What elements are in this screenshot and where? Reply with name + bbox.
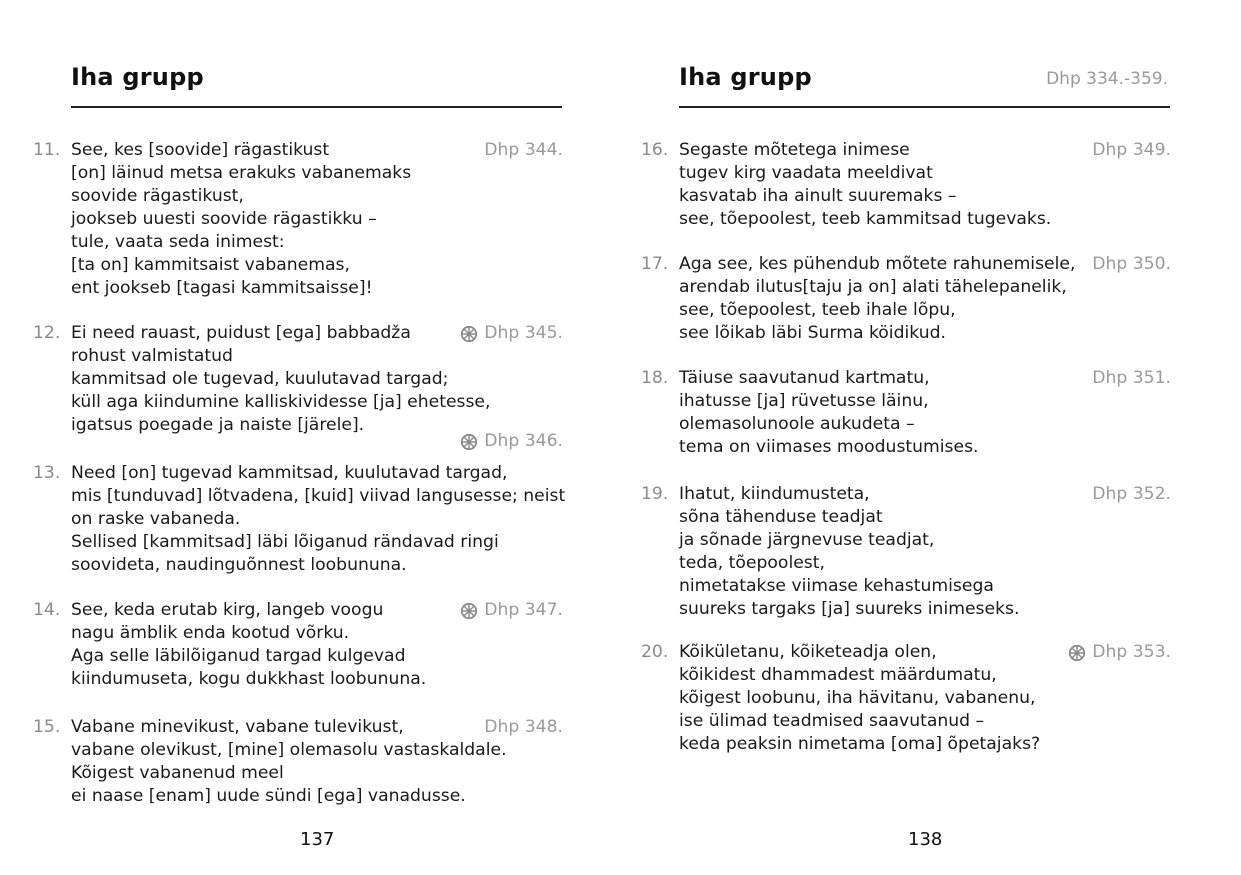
dharma-wheel-icon: [460, 433, 478, 451]
dharma-wheel-icon: [460, 602, 478, 620]
verse-number: 16.: [641, 140, 669, 160]
verse-lines: [71, 139, 563, 300]
verse-line: see, tõepoolest, teeb kammitsad tugevaks.: [679, 209, 1052, 229]
verse-15: [33, 716, 563, 808]
verse-line: nimetatakse viimase kehastumisega: [679, 576, 994, 596]
verse-line: sõna tähenduse teadjat: [679, 507, 883, 527]
page-number: 137: [300, 829, 335, 850]
verse-line: kiindumuseta, kogu dukkhast loobununa.: [71, 669, 427, 689]
verse-line: kammitsad ole tugevad, kuulutavad targad;: [71, 369, 449, 389]
verse-line: arendab ilutus[taju ja on] alati tähelepanelik,: [679, 277, 1067, 297]
verse-line: Ihatut, kiindumusteta,: [679, 484, 870, 504]
verse-line: Aga selle läbilõiganud targad kulgevad: [71, 646, 406, 666]
verse-line: Segaste mõtetega inimese: [679, 140, 910, 160]
verse-line: Kõikületanu, kõiketeadja olen,: [679, 642, 937, 662]
verse-reference: Dhp 351.: [1092, 368, 1171, 388]
verse-line: [ta on] kammitsaist vabanemas,: [71, 255, 350, 275]
verse-reference: Dhp 350.: [1092, 254, 1171, 274]
verse-line: küll aga kiindumine kalliskividesse [ja] ehetesse,: [71, 392, 491, 412]
verse-line: ise ülimad teadmised saavutanud –: [679, 711, 985, 731]
verse-line: nagu ämblik enda kootud võrku.: [71, 623, 350, 643]
verse-line: see lõikab läbi Surma köidikud.: [679, 323, 946, 343]
verse-19: [641, 483, 1171, 621]
verse-number: 12.: [33, 323, 61, 343]
verse-line: Vabane minevikust, vabane tulevikust,: [71, 717, 404, 737]
verse-line: rohust valmistatud: [71, 346, 233, 366]
verse-line: ei naase [enam] uude sündi [ega] vanadusse.: [71, 786, 466, 806]
verse-line: keda peaksin nimetama [oma] õpetajaks?: [679, 734, 1041, 754]
verse-number: 17.: [641, 254, 669, 274]
verse-number: 14.: [33, 600, 61, 620]
verse-line: Täiuse saavutanud kartmatu,: [679, 368, 930, 388]
title-rule: [679, 106, 1170, 108]
verse-line: See, keda erutab kirg, langeb voogu: [71, 600, 384, 620]
dharma-wheel-icon: [460, 325, 478, 343]
verse-lines: [71, 462, 566, 577]
verse-line: suureks targaks [ja] suureks inimeseks.: [679, 599, 1020, 619]
verse-reference: Dhp 353.: [1068, 641, 1171, 664]
verse-reference: Dhp 349.: [1092, 140, 1171, 160]
verse-number: 18.: [641, 368, 669, 388]
verse-line: jookseb uuesti soovide rägastikku –: [71, 209, 377, 229]
verse-number: 20.: [641, 642, 669, 662]
verse-line: soovideta, naudinguõnnest loobununa.: [71, 555, 407, 575]
verse-13: [33, 462, 566, 577]
verse-line: [on] läinud metsa erakuks vabanemaks: [71, 163, 412, 183]
right-page: [620, 0, 1240, 875]
verse-20: [641, 641, 1171, 756]
chapter-range: Dhp 334.-359.: [1046, 69, 1168, 89]
verse-line: ent jookseb [tagasi kammitsaisse]!: [71, 278, 373, 298]
verse-line: kõigest loobunu, iha hävitanu, vabanenu,: [679, 688, 1036, 708]
verse-line: ihatusse [ja] rüvetusse läinu,: [679, 391, 929, 411]
verse-reference: Dhp 347.: [460, 599, 563, 622]
title-rule: [71, 106, 562, 108]
verse-14: [33, 599, 563, 691]
verse-line: tule, vaata seda inimest:: [71, 232, 285, 252]
dharma-wheel-icon: [1068, 644, 1086, 662]
verse-line: tugev kirg vaadata meeldivat: [679, 163, 933, 183]
verse-line: Aga see, kes pühendub mõtete rahunemisele,: [679, 254, 1076, 274]
verse-reference: Dhp 345.: [460, 322, 563, 345]
verse-line: on raske vabaneda.: [71, 509, 241, 529]
verse-number: 19.: [641, 484, 669, 504]
verse-17: [641, 253, 1171, 345]
verse-line: Sellised [kammitsad] läbi lõiganud rändavad ringi: [71, 532, 499, 552]
verse-reference: Dhp 346.: [460, 430, 563, 453]
verse-11: [33, 139, 563, 300]
verse-line: igatsus poegade ja naiste [järele].: [71, 415, 365, 435]
verse-18: [641, 367, 1171, 459]
left-page: [0, 0, 620, 875]
verse-number: 11.: [33, 140, 61, 160]
verse-number: 15.: [33, 717, 61, 737]
verse-line: See, kes [soovide] rägastikust: [71, 140, 330, 160]
verse-line: olemasolunoole aukudeta –: [679, 414, 915, 434]
verse-line: mis [tunduvad] lõtvadena, [kuid] viivad langusesse; neist: [71, 486, 566, 506]
verse-line: teda, tõepoolest,: [679, 553, 825, 573]
verse-line: tema on viimases moodustumises.: [679, 437, 979, 457]
verse-reference: Dhp 352.: [1092, 484, 1171, 504]
verse-line: see, tõepoolest, teeb ihale lõpu,: [679, 300, 956, 320]
verse-line: kõikidest dhammadest määrdumatu,: [679, 665, 997, 685]
verse-reference: Dhp 344.: [484, 140, 563, 160]
verse-line: Need [on] tugevad kammitsad, kuulutavad targad,: [71, 463, 508, 483]
verse-line: vabane olevikust, [mine] olemasolu vastaskaldale.: [71, 740, 507, 760]
verse-line: Ei need rauast, puidust [ega] babbadža: [71, 323, 411, 343]
verse-12: [33, 322, 563, 451]
verse-line: soovide rägastikust,: [71, 186, 244, 206]
verse-16: [641, 139, 1171, 231]
page-title: Iha grupp: [71, 63, 204, 91]
verse-line: Kõigest vabanenud meel: [71, 763, 284, 783]
page-title: Iha grupp: [679, 63, 812, 91]
verse-line: ja sõnade järgnevuse teadjat,: [679, 530, 935, 550]
verse-line: kasvatab iha ainult suuremaks –: [679, 186, 957, 206]
verse-reference: Dhp 348.: [484, 717, 563, 737]
page-number: 138: [908, 829, 943, 850]
verse-number: 13.: [33, 463, 61, 483]
